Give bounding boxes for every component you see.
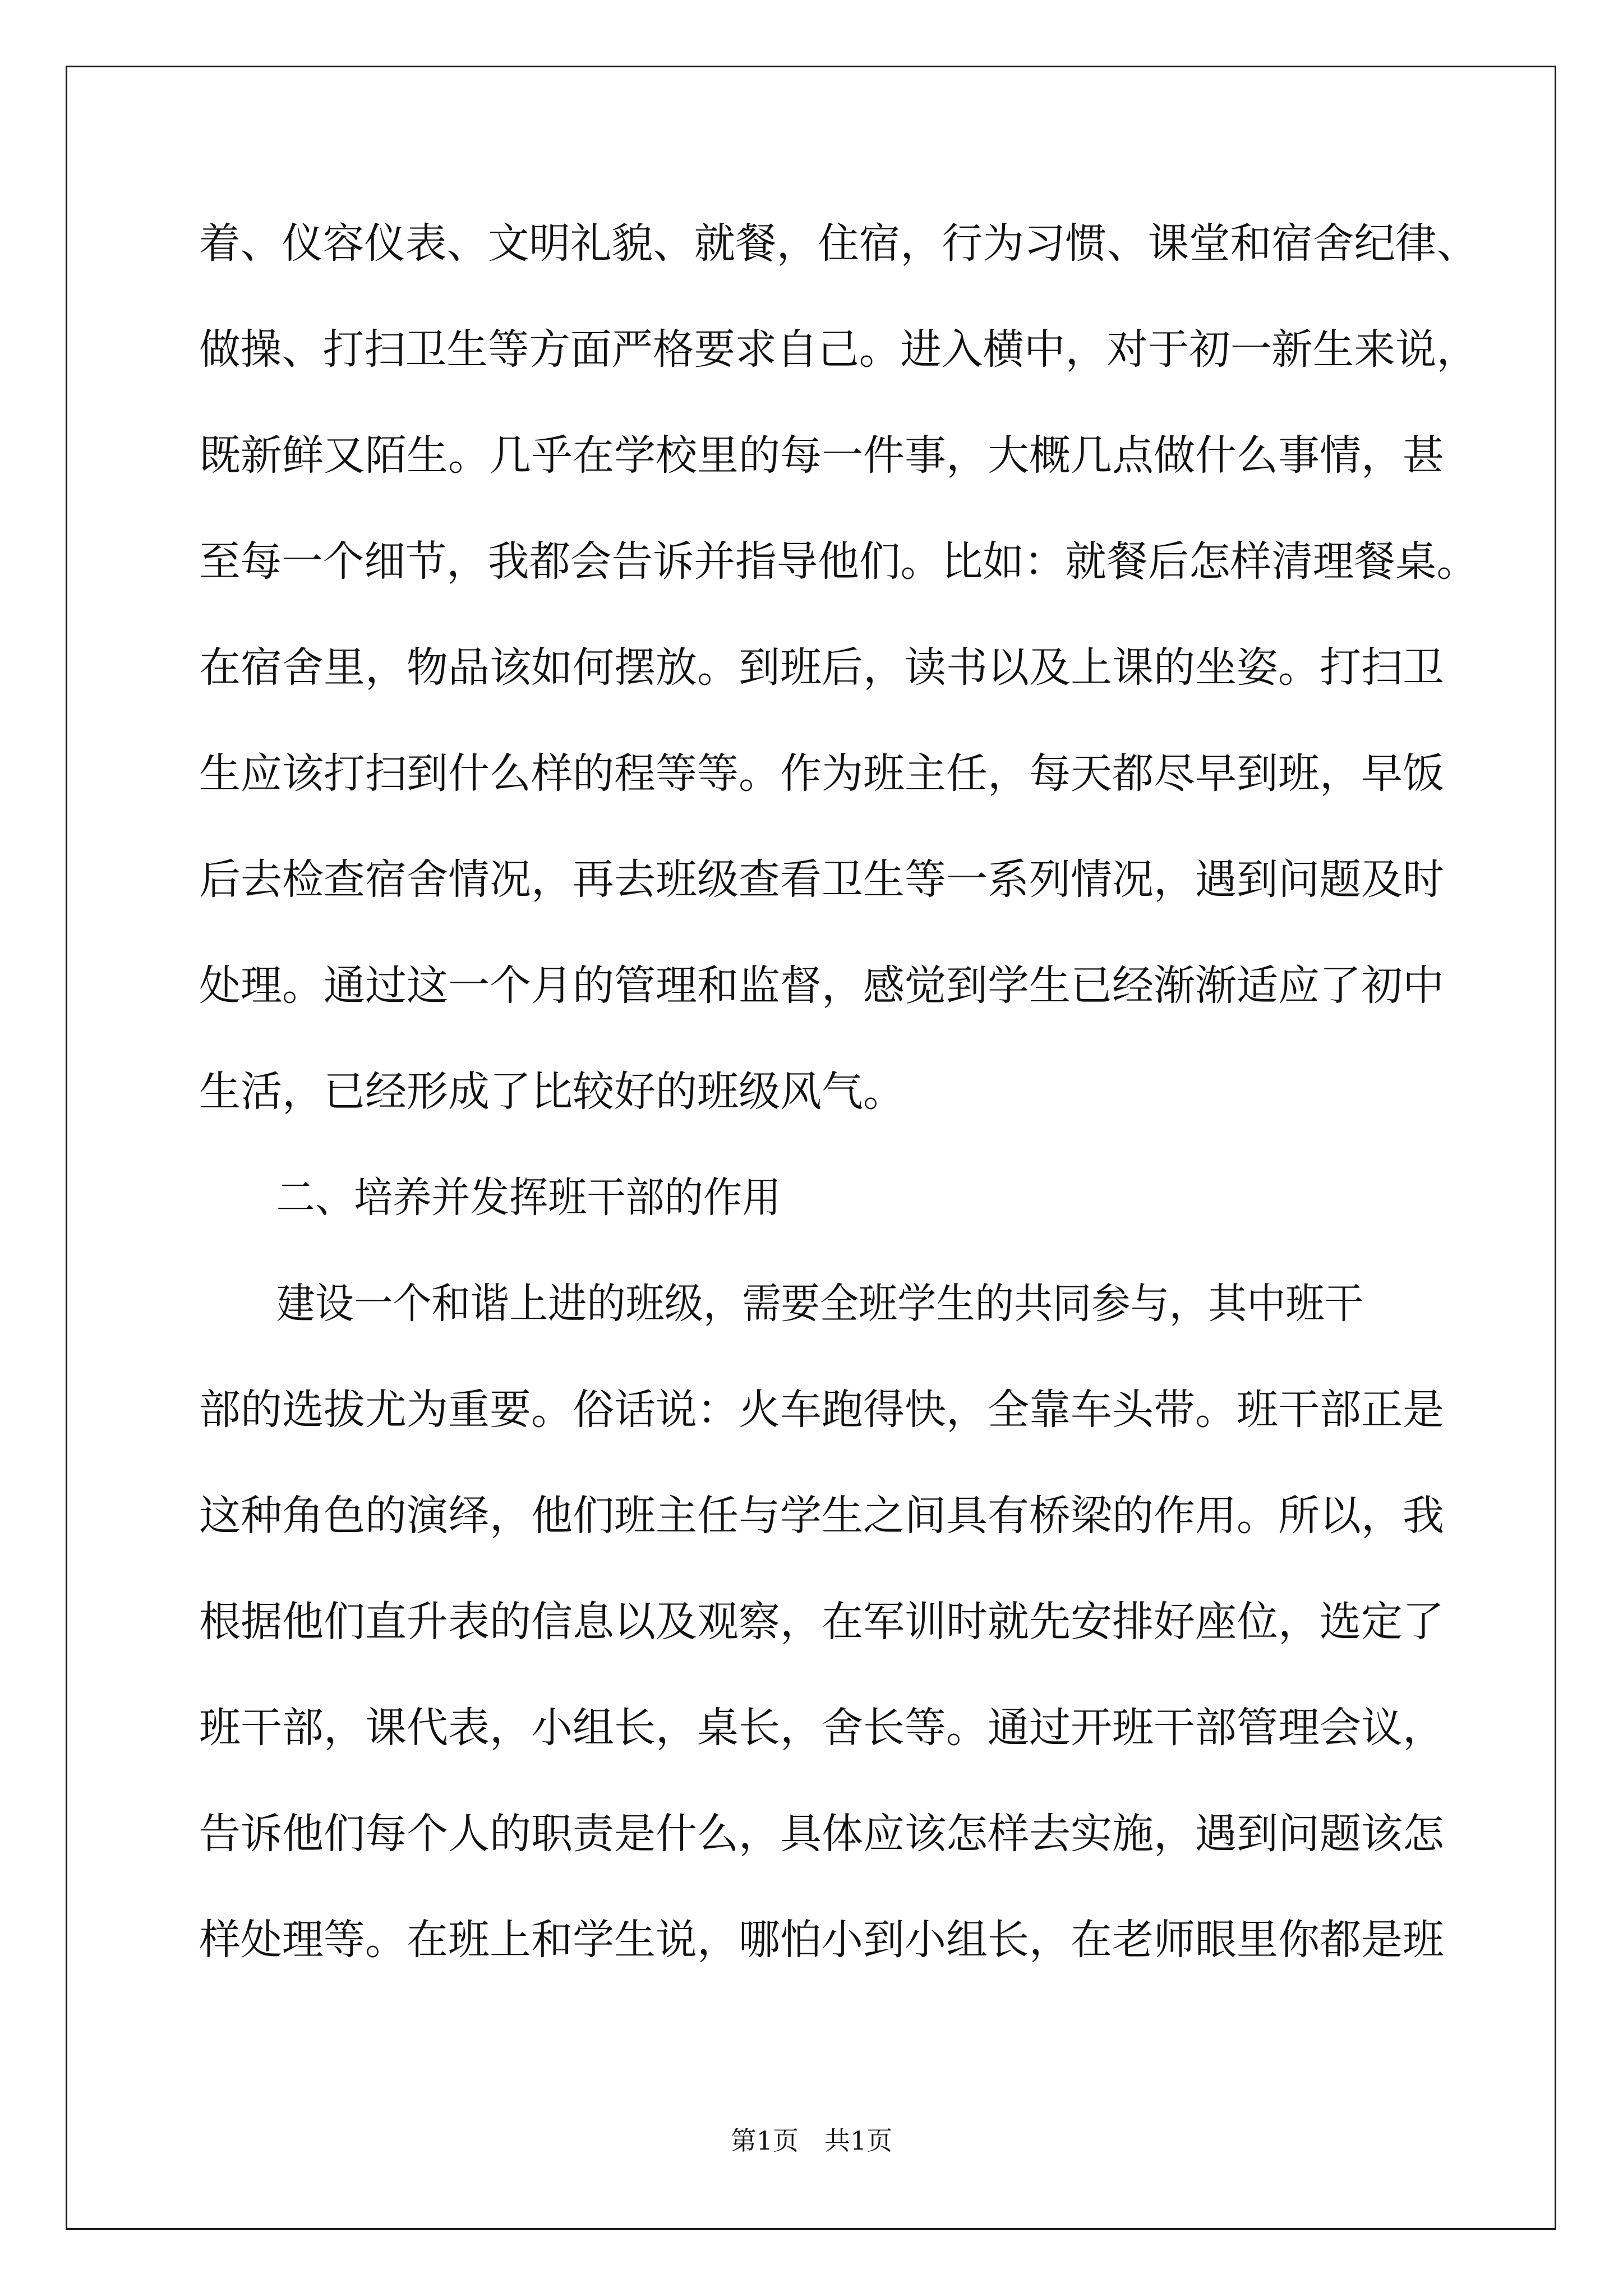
text-line: 班干部，课代表，小组长，桌长，舍长等。通过开班干部管理会议， [199, 1704, 1444, 1752]
text-line: 建设一个和谐上进的班级，需要全班学生的共同参与，其中班干 [276, 1280, 1363, 1328]
text-line: 告诉他们每个人的职责是什么，具体应该怎样去实施，遇到问题该怎 [199, 1810, 1444, 1858]
text-line: 二、培养并发挥班干部的作用 [276, 1174, 781, 1222]
page-footer: 第1页 共1页 [730, 2125, 893, 2156]
text-line: 在宿舍里，物品该如何摆放。到班后，读书以及上课的坐姿。打扫卫 [199, 643, 1444, 692]
text-line: 样处理等。在班上和学生说，哪怕小到小组长，在老师眼里你都是班 [199, 1916, 1444, 1964]
text-line: 后去检查宿舍情况，再去班级查看卫生等一系列情况，遇到问题及时 [199, 855, 1444, 904]
text-line: 着、仪容仪表、文明礼貌、就餐，住宿，行为习惯、课堂和宿舍纪律、 [199, 219, 1478, 268]
text-line: 做操、打扫卫生等方面严格要求自己。进入横中，对于初一新生来说， [199, 325, 1478, 374]
text-line: 既新鲜又陌生。几乎在学校里的每一件事，大概几点做什么事情，甚 [199, 431, 1444, 480]
text-line: 这种角色的演绎，他们班主任与学生之间具有桥梁的作用。所以，我 [199, 1492, 1444, 1540]
text-line: 生应该打扫到什么样的程等等。作为班主任，每天都尽早到班，早饭 [199, 749, 1444, 798]
document-body [199, 191, 1478, 1993]
text-line: 部的选拔尤为重要。俗话说：火车跑得快，全靠车头带。班干部正是 [199, 1386, 1444, 1434]
text-line: 至每一个细节，我都会告诉并指导他们。比如：就餐后怎样清理餐桌。 [199, 537, 1478, 586]
text-line: 处理。通过这一个月的管理和监督，感觉到学生已经渐渐适应了初中 [199, 961, 1444, 1010]
text-line: 生活，已经形成了比较好的班级风气。 [199, 1068, 905, 1116]
text-line: 根据他们直升表的信息以及观察，在军训时就先安排好座位，选定了 [199, 1598, 1444, 1646]
